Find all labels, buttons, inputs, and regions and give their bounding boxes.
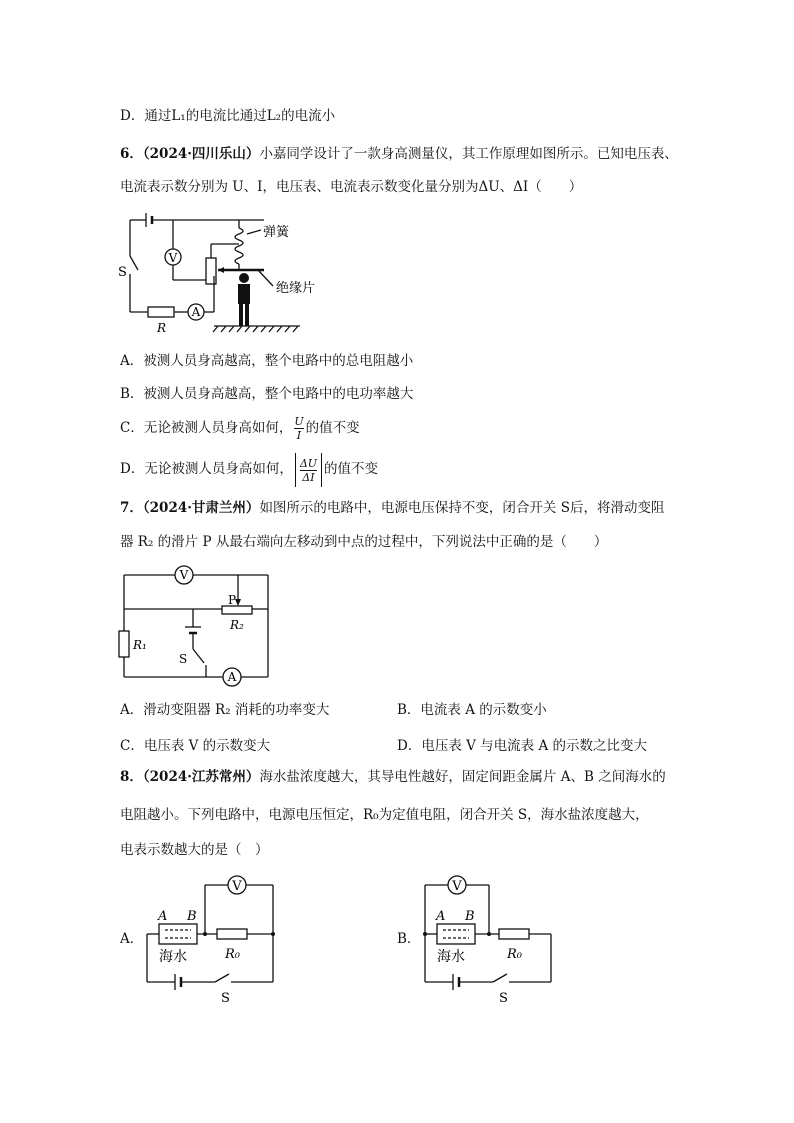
- q8-option-b-label: B．: [397, 931, 421, 947]
- q6-line1: [120, 144, 678, 164]
- q6-source: （2024·四川乐山）: [142, 146, 260, 162]
- fig6-spring-label: 弹簧: [263, 225, 290, 240]
- fig7-ammeter-label: A: [227, 670, 237, 684]
- q6-option-c: C．无论被测人员身高如何， $\frac{U}{I}$ 的值不变: [120, 415, 360, 442]
- fig7-switch-label: S: [179, 652, 188, 666]
- fig6-ammeter-label: A: [191, 305, 201, 319]
- q8-line1: 8．（2024·江苏常州）海水盐浓度越大，其导电性越好，固定间距金属片 A、B 之间海水的: [120, 769, 666, 785]
- q6-option-d: D．无论被测人员身高如何， $\frac{\Delta U}{\Delta I}$ 的值不变: [120, 452, 378, 487]
- q7-option-b: B．电流表 A 的示数变小: [397, 702, 547, 718]
- fig7-slider-label: P: [228, 593, 237, 607]
- q7-line2: 器 R₂ 的滑片 P 从最右端向左移动到中点的过程中，下列说法中正确的是（ ）: [120, 534, 608, 550]
- option-d-prev: D．通过L₁的电流比通过L₂的电流小: [120, 108, 336, 124]
- q6-option-a: A．被测人员身高越高，整个电路中的总电阻越小: [120, 353, 414, 369]
- fig6-switch-label: S: [118, 265, 127, 280]
- fig8a-plate-b: B: [187, 909, 197, 924]
- q6-number: 6．: [120, 146, 143, 162]
- fig8a-switch-label: S: [221, 991, 230, 1006]
- fig7-r2-label: R₂: [230, 618, 244, 632]
- q6-text1: 小嘉同学设计了一款身高测量仪，其工作原理如图所示。已知电压表、: [259, 146, 678, 162]
- fig8a-seawater-label: 海水: [159, 949, 187, 965]
- fig7-r1-label: R₁: [133, 638, 147, 652]
- fig8b-plate-a: A: [436, 909, 446, 924]
- fig8b-switch-label: S: [499, 991, 508, 1006]
- figure-q8a-circuit: [145, 872, 285, 1006]
- q7-line1: 7．（2024·甘肃兰州）如图所示的电路中，电源电压保持不变，闭合开关 S后，将滑动变阻: [120, 500, 665, 516]
- fig8b-r0-label: R₀: [507, 947, 522, 962]
- fig8b-voltmeter-label: V: [452, 879, 462, 894]
- fig8a-plate-a: A: [158, 909, 168, 924]
- figure-q7-circuit: [118, 565, 278, 685]
- figure-q6-circuit: [118, 208, 338, 338]
- q6-line2: 电流表示数分别为 U、I，电压表、电流表示数变化量分别为ΔU、ΔI（ ）: [120, 179, 583, 195]
- q7-option-a: A．滑动变阻器 R₂ 消耗的功率变大: [120, 702, 330, 718]
- fig6-insulator-label: 绝缘片: [276, 281, 316, 296]
- fig8b-seawater-label: 海水: [437, 949, 465, 965]
- fig8a-r0-label: R₀: [225, 947, 240, 962]
- q8-line3: 电表示数越大的是（ ）: [120, 842, 269, 858]
- q7-source: （2024·甘肃兰州）: [142, 500, 260, 516]
- q8-option-a-label: A．: [120, 931, 144, 947]
- q8-source: （2024·江苏常州）: [142, 769, 260, 785]
- fig8b-plate-b: B: [465, 909, 475, 924]
- fig7-voltmeter-label: V: [179, 568, 189, 582]
- fig8a-voltmeter-label: V: [232, 879, 242, 894]
- figure-q8b-circuit: [423, 872, 563, 1006]
- q7-option-c: C．电压表 V 的示数变大: [120, 738, 271, 754]
- fig6-voltmeter-label: V: [168, 251, 178, 265]
- q7-option-d: D．电压表 V 与电流表 A 的示数之比变大: [397, 738, 647, 754]
- q8-number: 8．: [120, 769, 143, 785]
- abs-delta-fraction: $\frac{\Delta U}{\Delta I}$: [295, 453, 322, 487]
- q8-line2: 电阻越小。下列电路中，电源电压恒定，R₀为定值电阻，闭合开关 S，海水盐浓度越大，: [120, 807, 649, 823]
- q6-option-b: B．被测人员身高越高，整个电路中的电功率越大: [120, 386, 414, 402]
- fig6-resistor-label: R: [157, 321, 167, 335]
- q7-number: 7．: [120, 500, 143, 516]
- fraction-u-over-i: $\frac{U}{I}$: [294, 415, 304, 442]
